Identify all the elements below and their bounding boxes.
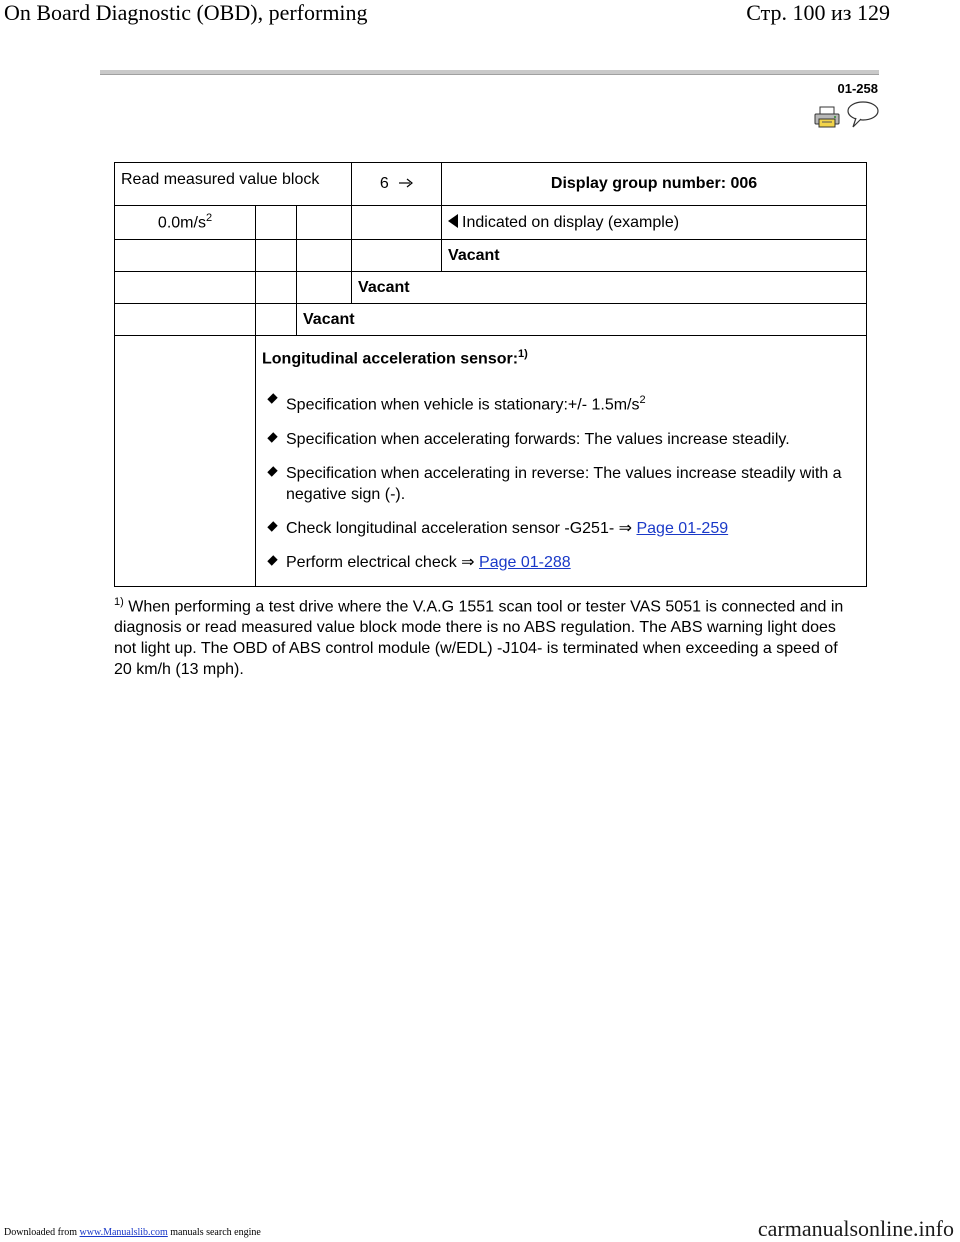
list-item-text: Specification when accelerating in reverse: The values increase steadily with a negative sign (-). bbox=[286, 464, 842, 503]
description-cell bbox=[256, 336, 867, 587]
list-item bbox=[262, 429, 860, 450]
empty-cell bbox=[256, 304, 297, 336]
list-item-text: Check longitudinal acceleration sensor -G251- bbox=[286, 519, 619, 537]
table-row bbox=[115, 272, 867, 304]
field-1-note bbox=[442, 206, 867, 240]
watermark: carmanualsonline.info bbox=[757, 1216, 954, 1241]
empty-cell bbox=[297, 240, 352, 272]
field-1-value bbox=[115, 206, 256, 240]
table-row bbox=[115, 206, 867, 240]
diamond-bullet-icon bbox=[267, 466, 277, 476]
empty-cell bbox=[297, 206, 352, 240]
empty-cell bbox=[352, 240, 442, 272]
list-item-text: Perform electrical check bbox=[286, 553, 462, 571]
table-row bbox=[115, 163, 867, 206]
page-counter: Стр. 100 из 129 bbox=[746, 0, 890, 25]
empty-cell bbox=[352, 206, 442, 240]
read-block-label: Read measured value block bbox=[115, 163, 352, 206]
empty-cell bbox=[256, 240, 297, 272]
footnote-marker: 1) bbox=[114, 596, 124, 608]
page-header-title: On Board Diagnostic (OBD), performing bbox=[4, 0, 368, 25]
field-1-note-text: Indicated on display (example) bbox=[462, 213, 680, 231]
footnote-ref: 1) bbox=[518, 348, 528, 360]
vacant-field-2: Vacant bbox=[442, 240, 867, 272]
list-item-sup: 2 bbox=[639, 394, 646, 407]
description-title bbox=[262, 348, 860, 368]
table-row bbox=[115, 240, 867, 272]
empty-cell bbox=[115, 304, 256, 336]
table-row bbox=[115, 336, 867, 587]
table-row bbox=[115, 304, 867, 336]
arrow-right-icon bbox=[399, 175, 413, 193]
download-source bbox=[4, 1227, 261, 1238]
empty-cell bbox=[115, 272, 256, 304]
field-1-value-sup: 2 bbox=[205, 212, 213, 225]
list-item-text: Specification when vehicle is stationary:+/- 1.5m/s bbox=[286, 396, 640, 414]
empty-cell bbox=[297, 272, 352, 304]
implies-arrow-icon: ⇒ bbox=[618, 519, 637, 537]
vacant-field-4: Vacant bbox=[297, 304, 867, 336]
implies-arrow-icon: ⇒ bbox=[461, 553, 480, 571]
doc-number: 01-258 bbox=[837, 81, 878, 96]
triangle-left-icon bbox=[448, 214, 458, 228]
list-item bbox=[262, 552, 860, 573]
spec-list bbox=[262, 390, 860, 572]
empty-cell bbox=[256, 272, 297, 304]
group-value-cell bbox=[352, 163, 442, 206]
empty-cell bbox=[115, 240, 256, 272]
list-item-text: Specification when accelerating forwards: The values increase steadily. bbox=[286, 430, 790, 448]
display-group-label: Display group number: 006 bbox=[442, 163, 867, 206]
measured-value-table bbox=[114, 162, 867, 587]
link-page-01-288[interactable]: Page 01-288 bbox=[479, 553, 571, 571]
footnote bbox=[114, 592, 854, 680]
list-item bbox=[262, 463, 860, 505]
empty-cell bbox=[256, 206, 297, 240]
footnote-text: When performing a test drive where the V.A.G 1551 scan tool or tester VAS 5051 is connected and in diagnosis or read measured value block mode there is no ABS regulation. The ABS warning light does not light up. The OBD of ABS control module (w/EDL) -J104- is terminated when exceeding a speed of 20 km/h (13 mph). bbox=[114, 598, 844, 679]
vacant-field-3: Vacant bbox=[352, 272, 867, 304]
list-item bbox=[262, 518, 860, 539]
download-tagline: manuals search engine bbox=[167, 1227, 261, 1238]
empty-cell bbox=[115, 336, 256, 587]
field-1-value-text: 0.0m/s bbox=[157, 214, 206, 232]
download-label: Downloaded from bbox=[4, 1227, 80, 1238]
description-title-text: Longitudinal acceleration sensor: bbox=[262, 350, 519, 368]
diamond-bullet-icon bbox=[267, 432, 277, 442]
header-rule bbox=[100, 70, 879, 75]
list-item bbox=[262, 390, 860, 415]
group-value: 6 bbox=[379, 175, 389, 192]
manualslib-link[interactable]: www.Manualslib.com bbox=[79, 1227, 168, 1238]
speech-bubble-icon[interactable] bbox=[846, 100, 880, 133]
printer-icon[interactable] bbox=[814, 106, 840, 133]
diamond-bullet-icon bbox=[267, 555, 277, 565]
diamond-bullet-icon bbox=[267, 521, 277, 531]
link-page-01-259[interactable]: Page 01-259 bbox=[636, 519, 729, 537]
diamond-bullet-icon bbox=[267, 394, 277, 404]
